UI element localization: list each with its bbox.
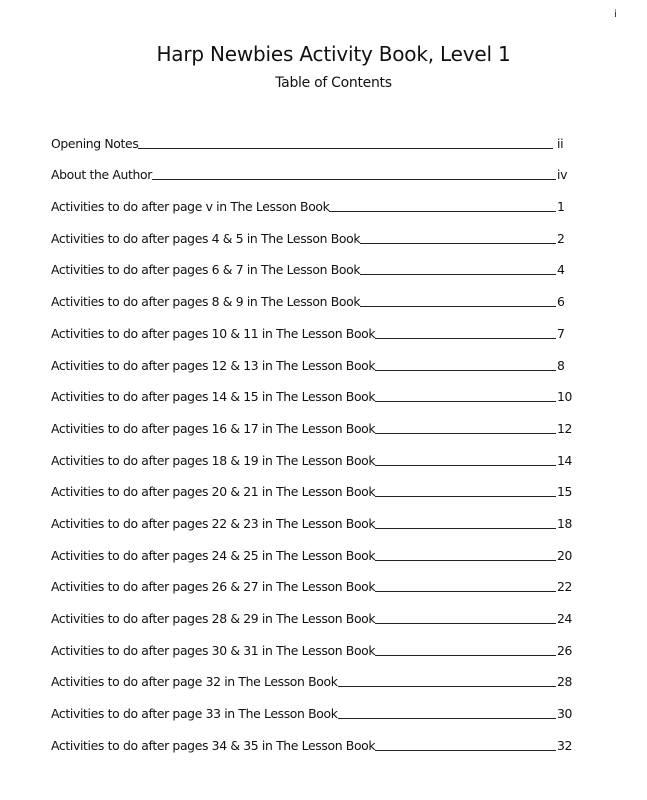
toc-leader-line: [360, 273, 556, 275]
toc-page-number: 22: [557, 579, 573, 595]
toc-entry-title: Activities to do after pages 8 & 9 in The Lesson Book: [51, 294, 361, 310]
toc-page-number: 7: [557, 325, 565, 341]
toc-page-number: 10: [557, 389, 573, 405]
toc-page-number: 6: [557, 294, 565, 310]
toc-entry-title: Activities to do after pages 24 & 25 in The Lesson Book: [51, 547, 376, 563]
toc-page-number: 4: [557, 262, 565, 278]
toc-leader-line: [375, 559, 556, 561]
toc-leader-line: [338, 685, 556, 687]
toc-page-number: 1: [557, 199, 565, 215]
toc-entry: [51, 595, 581, 627]
toc-entry-title: Activities to do after pages 12 & 13 in The Lesson Book: [51, 357, 376, 373]
toc-entry: [51, 532, 581, 564]
toc-entry-title: Activities to do after pages 22 & 23 in The Lesson Book: [51, 515, 376, 531]
toc-page-number: 15: [557, 484, 573, 500]
toc-leader-line: [360, 242, 556, 244]
toc-leader-line: [375, 622, 556, 624]
toc-entry-title: About the Author: [51, 167, 152, 183]
toc-page-number: ii: [557, 135, 564, 151]
toc-page-number: 32: [557, 737, 573, 753]
toc-leader-line: [329, 210, 556, 212]
toc-page-number: 12: [557, 420, 573, 436]
toc-entry-title: Activities to do after pages 30 & 31 in The Lesson Book: [51, 642, 376, 658]
toc-entry: [51, 310, 581, 342]
toc-entry: [51, 120, 581, 152]
toc-page-number: iv: [557, 167, 568, 183]
toc-entry-title: Activities to do after pages 4 & 5 in The Lesson Book: [51, 230, 361, 246]
toc-entry: [51, 247, 581, 279]
toc-entry-title: Activities to do after pages 26 & 27 in The Lesson Book: [51, 579, 376, 595]
toc-page-number: 28: [557, 674, 573, 690]
toc-entry: [51, 152, 581, 184]
toc-leader-line: [375, 464, 556, 466]
toc-entry: [51, 183, 581, 215]
toc-entry-title: Activities to do after page 32 in The Lesson Book: [51, 674, 338, 690]
toc-entry: [51, 215, 581, 247]
toc-page-number: 18: [557, 515, 573, 531]
toc-entry-title: Activities to do after pages 10 & 11 in The Lesson Book: [51, 325, 376, 341]
toc-entry: [51, 690, 581, 722]
toc-page-number: 14: [557, 452, 573, 468]
toc-leader-line: [375, 527, 556, 529]
toc-entry-title: Activities to do after pages 16 & 17 in The Lesson Book: [51, 420, 376, 436]
toc-entry-title: Activities to do after page v in The Lesson Book: [51, 199, 330, 215]
toc-entry-title: Activities to do after pages 34 & 35 in The Lesson Book: [51, 737, 376, 753]
toc-leader-line: [375, 590, 556, 592]
toc-entry: [51, 374, 581, 406]
toc-leader-line: [375, 337, 556, 339]
toc-entry: [51, 627, 581, 659]
toc-entry: [51, 500, 581, 532]
toc-entry: [51, 278, 581, 310]
toc-entry-title: Activities to do after pages 6 & 7 in The Lesson Book: [51, 262, 361, 278]
toc-leader-line: [338, 717, 556, 719]
toc-entry-title: Activities to do after pages 20 & 21 in The Lesson Book: [51, 484, 376, 500]
toc-leader-line: [375, 654, 556, 656]
toc-leader-line: [375, 749, 556, 751]
toc-page-number: 26: [557, 642, 573, 658]
table-of-contents: [51, 120, 581, 754]
toc-leader-line: [138, 147, 553, 149]
toc-leader-line: [375, 432, 556, 434]
toc-entry: [51, 469, 581, 501]
toc-leader-line: [152, 178, 556, 180]
toc-leader-line: [360, 305, 556, 307]
toc-entry-title: Opening Notes: [51, 135, 139, 151]
toc-page-number: 24: [557, 611, 573, 626]
toc-entry: [51, 342, 581, 374]
toc-entry: [51, 659, 581, 691]
page-folio: i: [614, 9, 617, 20]
toc-entry: [51, 405, 581, 437]
toc-page-number: 30: [557, 706, 573, 722]
document-title: Harp Newbies Activity Book, Level 1: [156, 42, 511, 66]
toc-entry-title: Activities to do after pages 18 & 19 in The Lesson Book: [51, 452, 376, 468]
toc-entry: [51, 564, 581, 596]
toc-entry: [51, 437, 581, 469]
document-subtitle: Table of Contents: [275, 75, 392, 91]
toc-page-number: 8: [557, 357, 565, 373]
toc-page-number: 2: [557, 230, 565, 246]
toc-leader-line: [375, 495, 556, 497]
toc-page-number: 20: [557, 547, 573, 563]
toc-entry-title: Activities to do after pages 14 & 15 in The Lesson Book: [51, 389, 376, 405]
toc-entry-title: Activities to do after page 33 in The Lesson Book: [51, 706, 338, 722]
toc-leader-line: [375, 369, 556, 371]
toc-entry-title: Activities to do after pages 28 & 29 in The Lesson Book: [51, 611, 376, 626]
toc-leader-line: [375, 400, 556, 402]
toc-entry: [51, 722, 581, 754]
